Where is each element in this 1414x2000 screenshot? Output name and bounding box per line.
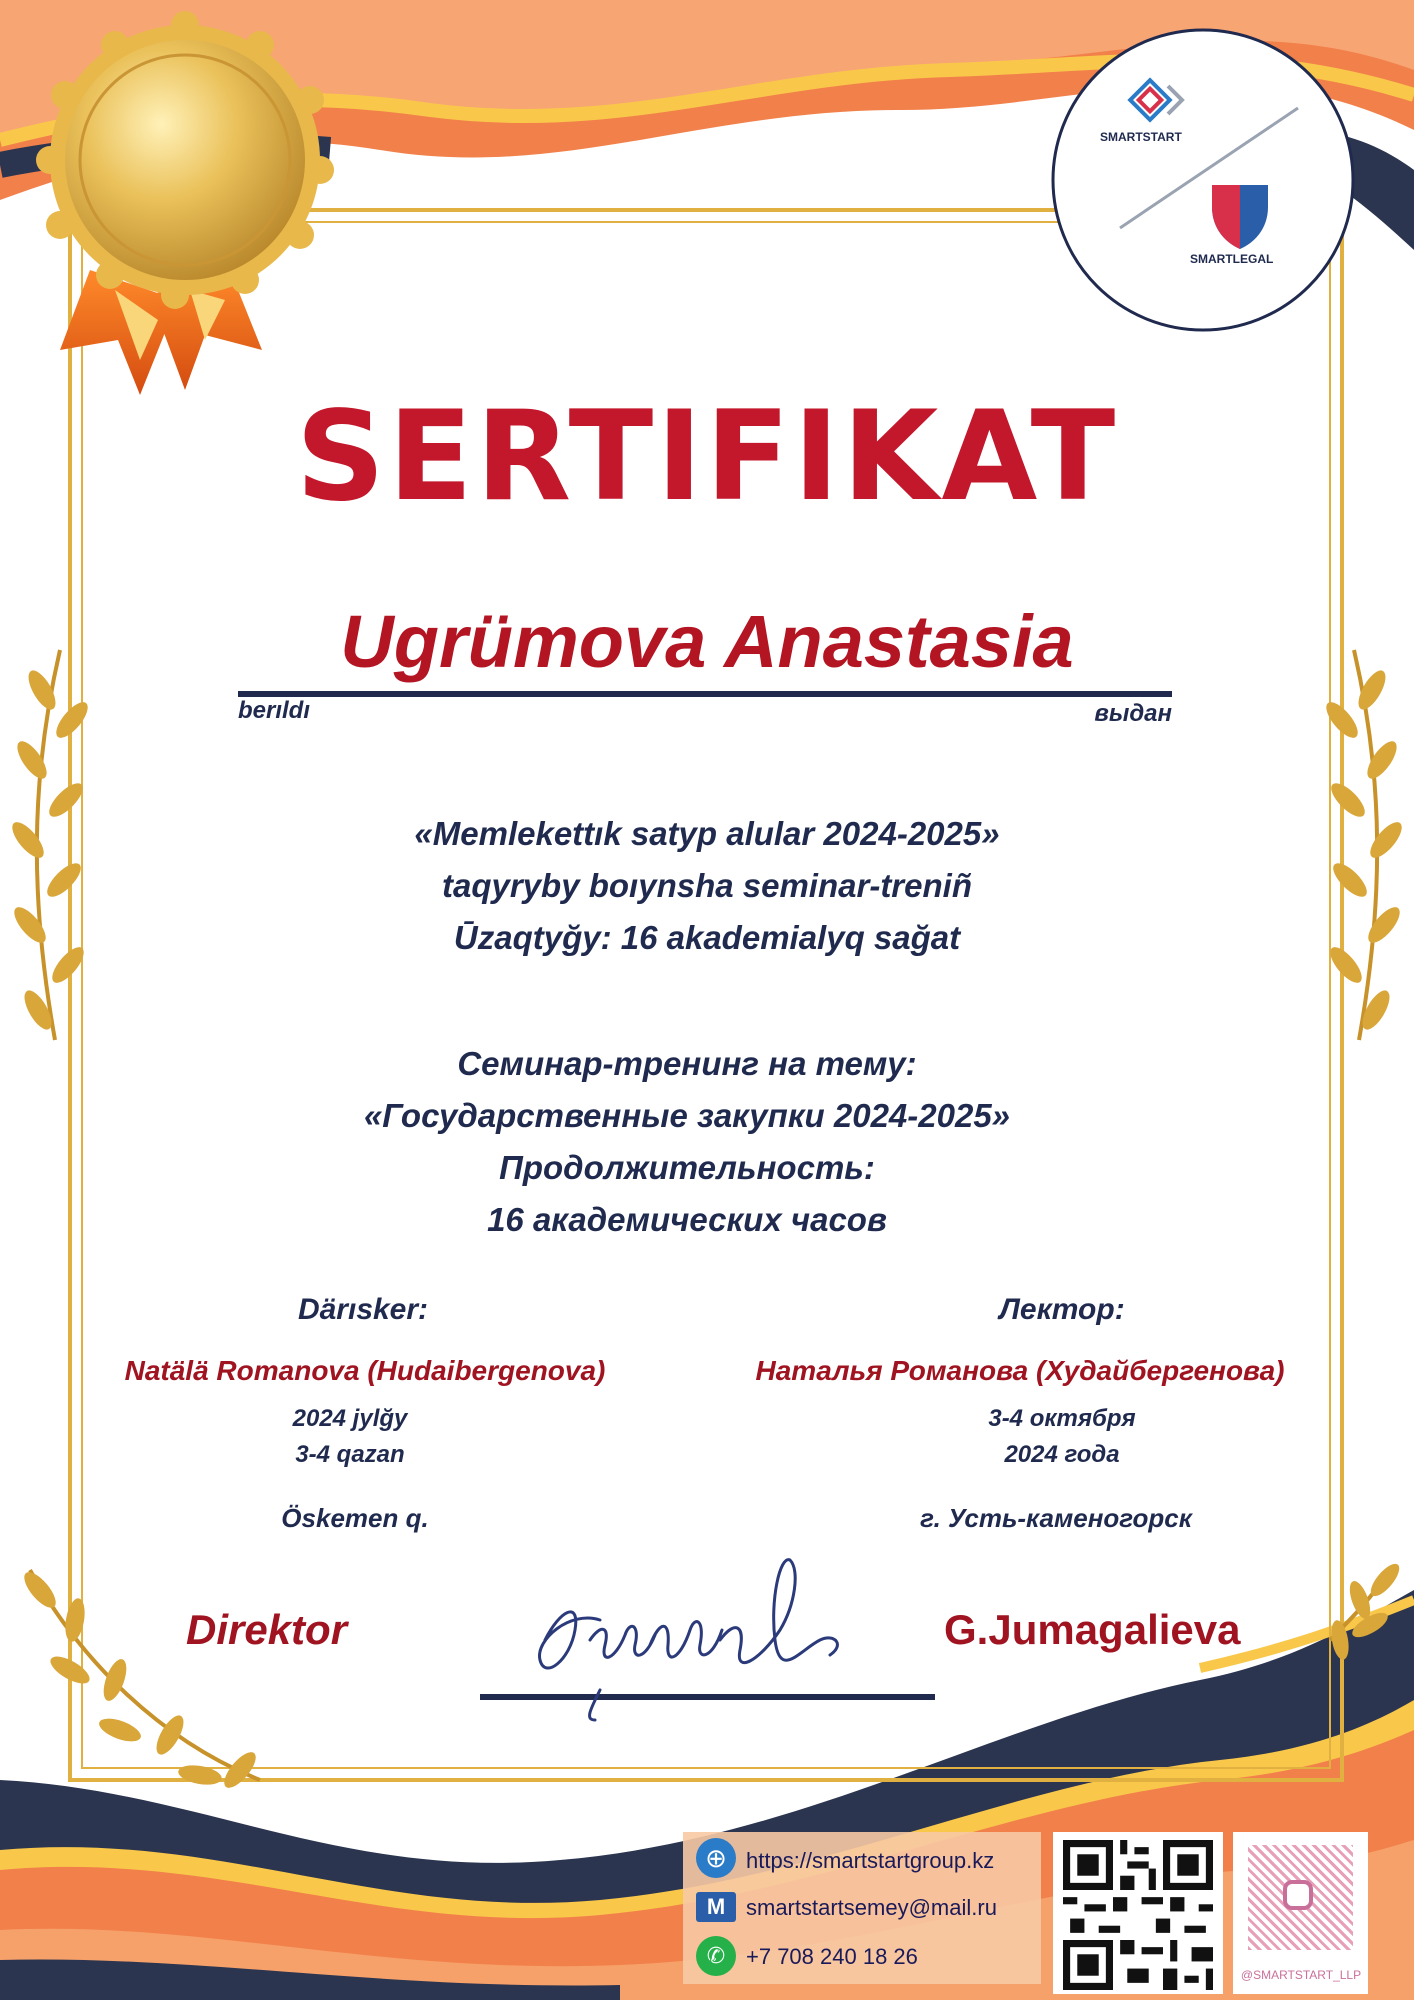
date-ru-days: 3-4 октября [988, 1405, 1136, 1432]
mail-icon: M [696, 1892, 736, 1922]
instagram-icon [1283, 1880, 1313, 1910]
kazakh-line-1: «Memlekettık satyp alular 2024-2025» [414, 815, 1000, 852]
kazakh-line-3: Ūzaqtyğy: 16 akademialyq sağat [453, 919, 961, 956]
lecturer-name-kz: Natälä Romanova (Hudaibergenova) [124, 1355, 606, 1386]
instagram-handle: @SMARTSTART_LLP [1240, 1968, 1362, 1982]
given-label-ru: выдан [1094, 700, 1172, 727]
date-kz-days: 3-4 qazan [295, 1441, 405, 1468]
russian-line-3: Продолжительность: [499, 1149, 875, 1186]
city-kz: Öskemen q. [281, 1503, 429, 1533]
laurel-right [1321, 650, 1407, 1040]
given-label-kz: berıldı [238, 697, 311, 724]
brand-smartstart: SMARTSTART [1100, 130, 1182, 144]
date-ru-year: 2024 года [1004, 1441, 1120, 1468]
email-link[interactable]: smartstartsemey@mail.ru [746, 1895, 997, 1920]
lecturer-label-kz: Därısker: [297, 1293, 429, 1326]
russian-line-1: Семинар-тренинг на тему: [457, 1045, 917, 1082]
date-kz-year: 2024 jylğy [292, 1405, 408, 1432]
recipient-name: Ugrümova Anastasia [340, 600, 1074, 683]
russian-line-4: 16 академических часов [487, 1201, 887, 1238]
kazakh-course-block [200, 808, 1214, 964]
qr-code [1063, 1840, 1213, 1990]
lecturer-name-ru: Наталья Романова (Худайбергенова) [755, 1355, 1285, 1386]
website-link[interactable]: https://smartstartgroup.kz [746, 1848, 995, 1873]
signatory-name: G.Jumagalieva [944, 1606, 1241, 1653]
phone-number[interactable]: +7 708 240 18 26 [746, 1944, 918, 1969]
russian-course-block [150, 1038, 1224, 1246]
brand-smartlegal: SMARTLEGAL [1190, 252, 1274, 266]
whatsapp-icon: ✆ [696, 1936, 736, 1976]
signatory-role: Direktor [186, 1606, 348, 1653]
lecturer-label-ru: Лектор: [999, 1293, 1125, 1326]
russian-line-2: «Государственные закупки 2024-2025» [363, 1097, 1011, 1134]
laurel-left [7, 650, 93, 1040]
lecturer-date-ru [862, 1401, 1262, 1473]
certificate-title: SERTIFIKAT [295, 385, 1119, 529]
lecturer-date-kz [150, 1401, 550, 1473]
laurel-left-bottom [19, 1567, 261, 1792]
globe-icon: ⊕ [696, 1838, 736, 1878]
kazakh-line-2: taqyryby boıynsha seminar-treniñ [442, 867, 972, 904]
logo-badge [1053, 30, 1353, 330]
city-ru: г. Усть-каменогорск [920, 1503, 1192, 1533]
